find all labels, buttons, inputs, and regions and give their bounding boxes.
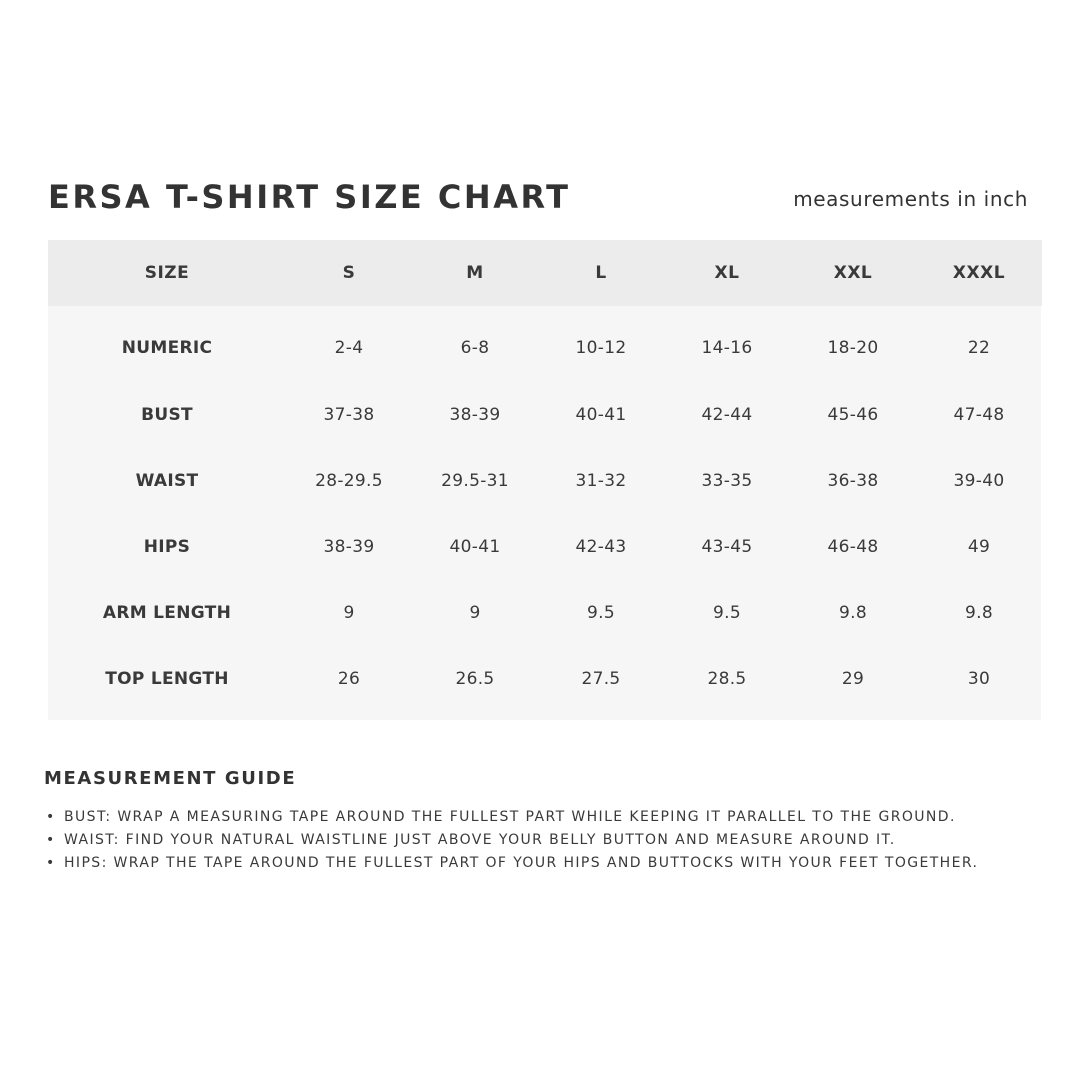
measurement-guide-title: MEASUREMENT GUIDE bbox=[44, 768, 297, 789]
table-cell: 39-40 bbox=[953, 471, 1005, 491]
table-cell: 40-41 bbox=[449, 537, 501, 557]
table-cell: 9.5 bbox=[713, 603, 741, 623]
size-chart-table bbox=[48, 240, 1042, 712]
units-note: measurements in inch bbox=[793, 187, 1028, 211]
table-cell: 43-45 bbox=[701, 537, 753, 557]
table-cell: 42-44 bbox=[701, 405, 753, 425]
table-cell: 38-39 bbox=[323, 537, 375, 557]
table-cell: 29.5-31 bbox=[441, 471, 509, 491]
bullet-icon: • bbox=[46, 832, 56, 848]
bullet-icon: • bbox=[46, 809, 56, 825]
table-cell: 37-38 bbox=[323, 405, 375, 425]
table-header-row bbox=[48, 240, 1042, 306]
table-cell: 38-39 bbox=[449, 405, 501, 425]
table-cell: 40-41 bbox=[575, 405, 627, 425]
table-cell: 10-12 bbox=[575, 338, 627, 358]
row-label: BUST bbox=[141, 405, 193, 425]
guide-item-text: WAIST: FIND YOUR NATURAL WAISTLINE JUST ABOVE YOUR BELLY BUTTON AND MEASURE AROUND IT. bbox=[64, 832, 896, 848]
row-label: WAIST bbox=[135, 471, 199, 491]
bullet-icon: • bbox=[46, 855, 56, 871]
table-cell: 30 bbox=[967, 669, 991, 689]
guide-item-text: BUST: WRAP A MEASURING TAPE AROUND THE FULLEST PART WHILE KEEPING IT PARALLEL TO THE GROUND. bbox=[64, 809, 956, 825]
table-cell: 46-48 bbox=[827, 537, 879, 557]
list-item bbox=[44, 806, 978, 829]
size-chart-table-container bbox=[48, 240, 1041, 720]
table-cell: 45-46 bbox=[827, 405, 879, 425]
table-cell: 9.5 bbox=[587, 603, 615, 623]
row-label: NUMERIC bbox=[121, 338, 213, 358]
row-label: TOP LENGTH bbox=[105, 669, 229, 689]
table-cell: 26 bbox=[337, 669, 361, 689]
table-row bbox=[48, 306, 1042, 382]
table-cell: 28.5 bbox=[707, 669, 747, 689]
table-row bbox=[48, 448, 1042, 514]
table-cell: 14-16 bbox=[701, 338, 753, 358]
header-cell-size: L bbox=[595, 263, 607, 283]
row-label: HIPS bbox=[143, 537, 191, 557]
table-cell: 9 bbox=[469, 603, 481, 623]
guide-item-text: HIPS: WRAP THE TAPE AROUND THE FULLEST PART OF YOUR HIPS AND BUTTOCKS WITH YOUR FEET TOGETHER. bbox=[64, 855, 979, 871]
header-cell-size: XXXL bbox=[952, 263, 1006, 283]
table-cell: 33-35 bbox=[701, 471, 753, 491]
table-cell: 49 bbox=[967, 537, 991, 557]
table-cell: 9.8 bbox=[965, 603, 993, 623]
header-cell-size: M bbox=[466, 263, 484, 283]
table-cell: 36-38 bbox=[827, 471, 879, 491]
table-cell: 9 bbox=[343, 603, 355, 623]
table-cell: 18-20 bbox=[827, 338, 879, 358]
header-cell-size: S bbox=[342, 263, 356, 283]
table-row bbox=[48, 580, 1042, 646]
row-label: ARM LENGTH bbox=[102, 603, 232, 623]
list-item bbox=[44, 829, 978, 852]
table-cell: 42-43 bbox=[575, 537, 627, 557]
table-row bbox=[48, 382, 1042, 448]
header-cell-size: XXL bbox=[833, 263, 873, 283]
page-title: ERSA T-SHIRT SIZE CHART bbox=[48, 178, 571, 216]
table-row bbox=[48, 514, 1042, 580]
table-cell: 26.5 bbox=[455, 669, 495, 689]
table-cell: 31-32 bbox=[575, 471, 627, 491]
table-cell: 6-8 bbox=[460, 338, 490, 358]
table-cell: 28-29.5 bbox=[315, 471, 383, 491]
table-cell: 29 bbox=[841, 669, 865, 689]
table-cell: 47-48 bbox=[953, 405, 1005, 425]
header-cell-size: XL bbox=[714, 263, 740, 283]
header-cell-size-label: SIZE bbox=[144, 263, 190, 283]
measurement-guide-list bbox=[44, 806, 978, 875]
table-row bbox=[48, 646, 1042, 712]
list-item bbox=[44, 852, 978, 875]
table-cell: 9.8 bbox=[839, 603, 867, 623]
table-cell: 2-4 bbox=[334, 338, 364, 358]
table-cell: 27.5 bbox=[581, 669, 621, 689]
table-cell: 22 bbox=[967, 338, 991, 358]
